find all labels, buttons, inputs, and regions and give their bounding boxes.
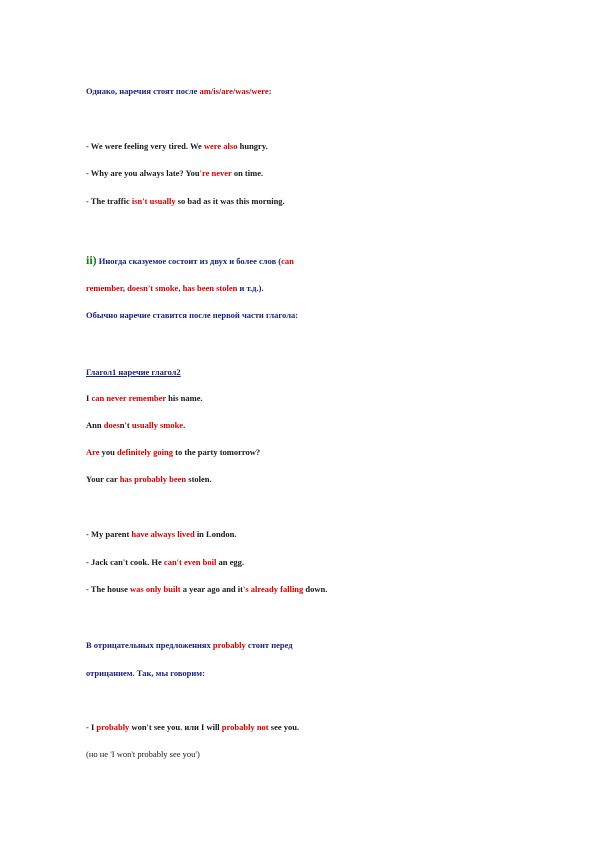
text-segment: , (178, 283, 183, 293)
text-segment: down. (303, 584, 328, 594)
text-segment: stolen. (186, 474, 212, 484)
section-ii-line-2 (86, 282, 264, 294)
text-segment: 're never (199, 168, 232, 178)
text-segment: doesn't smoke (127, 283, 179, 293)
example-line-8 (86, 528, 237, 540)
text-segment: Your car (86, 474, 120, 484)
text-segment: has been stolen (182, 283, 238, 293)
text-segment: . (183, 420, 186, 430)
text-segment: has probably been (119, 474, 187, 484)
text-segment: on time. (231, 168, 264, 178)
note-line (86, 748, 200, 760)
text-segment: an egg. (216, 557, 244, 567)
text-segment: won't see you. или I will (129, 722, 222, 732)
example-line-11 (86, 721, 299, 733)
text-segment: usually smoke (131, 420, 184, 430)
text-segment: - My parent (86, 529, 132, 539)
example-line-10 (86, 583, 327, 595)
text-segment: отрицанием. Так, мы говорим: (86, 668, 205, 678)
text-segment: to the party tomorrow? (172, 447, 261, 457)
text-segment: so bad as it was this morning. (175, 196, 285, 206)
text-segment: were also (203, 141, 238, 151)
text-segment: Глагол1 наречие глагол2 (86, 367, 181, 377)
text-segment: - The house (86, 584, 131, 594)
text-segment: Ann (86, 420, 104, 430)
text-segment: : (268, 86, 272, 96)
pattern-heading (86, 366, 181, 378)
text-segment: probably not (221, 722, 269, 732)
text-segment: in London. (194, 529, 237, 539)
text-segment: have always lived (131, 529, 195, 539)
text-segment: you (99, 447, 118, 457)
text-segment: - Jack can't cook. He (86, 557, 164, 567)
text-segment: / (249, 86, 252, 96)
text-segment: Иногда сказуемое состоит из двух и более слов ( (96, 256, 282, 266)
text-segment: стоит перед (245, 640, 293, 650)
example-line-6 (86, 446, 260, 458)
text-segment: Обычно наречие ставится после первой части глагола: (86, 310, 299, 320)
text-segment: probably (96, 722, 130, 732)
text-segment: - The traffic (86, 196, 132, 206)
text-segment: isn't usually (131, 196, 176, 206)
text-segment: a year ago and it (180, 584, 243, 594)
text-segment: can (281, 256, 294, 266)
text-segment: / (210, 86, 214, 96)
text-segment: , (122, 283, 128, 293)
text-segment: does (103, 420, 120, 430)
text-segment: hungry. (237, 141, 268, 151)
negative-rule-line (86, 639, 293, 651)
text-segment: и т.д.). (237, 283, 264, 293)
text-segment: can never remember (91, 393, 167, 403)
example-line-4 (86, 392, 203, 404)
example-line-2 (86, 167, 263, 179)
text-segment: В отрицательных предложениях (86, 640, 213, 650)
negative-rule-line-2 (86, 667, 205, 679)
text-segment: was (235, 86, 249, 96)
example-line-7 (86, 473, 212, 485)
example-line-5 (86, 419, 185, 431)
text-segment: (но не 'I won't probably see you') (86, 749, 200, 759)
text-segment: probably (212, 640, 246, 650)
example-line-3 (86, 195, 285, 207)
text-segment: see you. (268, 722, 300, 732)
text-segment: - We were feeling very tired. We (86, 141, 204, 151)
text-segment: - I (86, 722, 97, 732)
text-segment: can't even boil (163, 557, 217, 567)
text-segment: I (86, 393, 92, 403)
text-segment: remember (86, 283, 123, 293)
intro-line (86, 85, 272, 97)
text-segment: / (218, 86, 222, 96)
text-segment: n't (119, 420, 132, 430)
text-segment: are (221, 86, 233, 96)
text-segment: Однако, наречия стоят после (86, 86, 200, 96)
text-segment: 's already falling (242, 584, 304, 594)
example-line-9 (86, 556, 244, 568)
text-segment: ii) (86, 253, 97, 267)
text-segment: were (251, 86, 269, 96)
text-segment: / (232, 86, 236, 96)
section-ii-line (86, 254, 294, 267)
text-segment: definitely going (117, 447, 173, 457)
text-segment: is (213, 86, 219, 96)
text-segment: was only built (130, 584, 181, 594)
text-segment: Are (86, 447, 100, 457)
text-segment: his name. (166, 393, 203, 403)
text-segment: - Why are you always late? You (86, 168, 200, 178)
example-line-1 (86, 140, 268, 152)
text-segment: am (199, 86, 211, 96)
rule-line (86, 309, 298, 321)
